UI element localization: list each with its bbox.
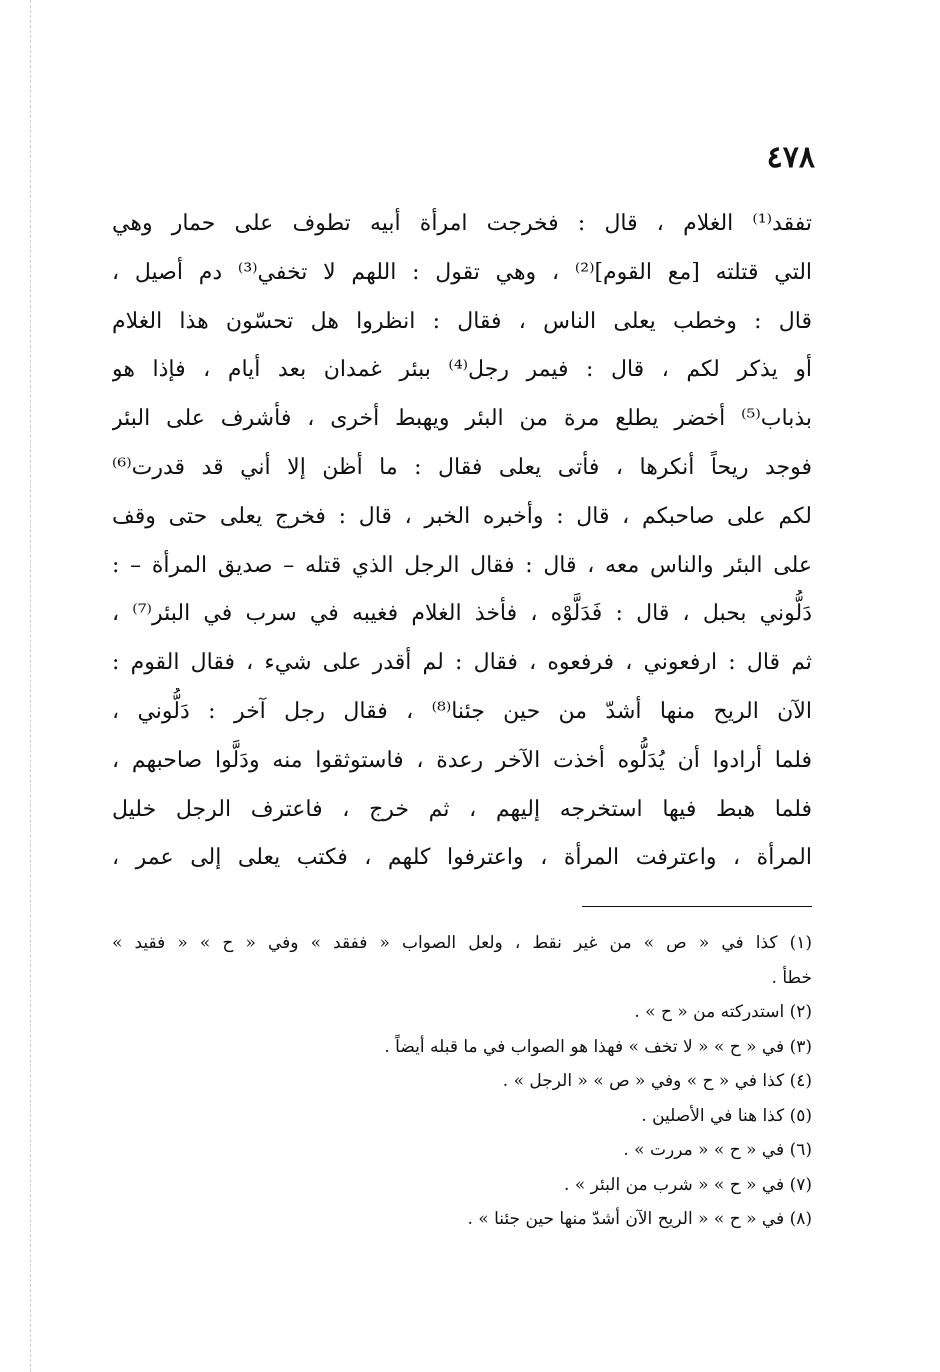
footnote-6: (٦) في « ح » « مررت » .: [623, 1140, 812, 1160]
body-line: التي قتلته [مع القوم]⁽²⁾ ، وهي تقول : اللهم لا تخفي⁽³⁾ دم أصيل ،: [112, 259, 812, 285]
footnote-8: (٨) في « ح » « الريح الآن أشدّ منها حين جئنا » .: [467, 1209, 812, 1229]
body-line: ثم قال : ارفعوني ، فرفعوه ، فقال : لم أقدر على شيء ، فقال القوم :: [112, 650, 812, 676]
main-text-block: [112, 200, 812, 883]
page-number: ٤٧٨: [766, 140, 815, 175]
footnote-5: (٥) كذا هنا في الأصلين .: [641, 1105, 812, 1126]
footnote-divider: [582, 906, 812, 907]
footnotes-block: [112, 926, 812, 1237]
footnote-2: (٢) استدركته من « ح » .: [634, 1002, 812, 1022]
footnote-1: (١) كذا في « ص » من غير نقط ، ولعل الصواب « ففقد » وفي « ح » « فقيد »: [112, 933, 812, 953]
body-line: فوجد ريحاً أنكرها ، فأتى يعلى فقال : ما أظن إلا أني قد قدرت⁽⁶⁾: [112, 454, 812, 480]
page-edge-line: [30, 0, 32, 1372]
body-line: لكم على صاحبكم ، قال : وأخبره الخبر ، قال : فخرج يعلى حتى وقف: [112, 503, 812, 529]
body-line: بذباب⁽⁵⁾ أخضر يطلع مرة من البئر ويهبط أخرى ، فأشرف على البئر: [112, 406, 812, 432]
footnote-4: (٤) كذا في « ح » وفي « ص » « الرجل » .: [502, 1071, 812, 1091]
body-line: على البئر والناس معه ، قال : فقال الرجل الذي قتله – صديق المرأة – :: [112, 552, 812, 578]
body-line: تفقد⁽¹⁾ الغلام ، قال : فخرجت امرأة أبيه تطوف على حمار وهي: [112, 211, 812, 236]
footnote-3: (٣) في « ح » « لا تخف » فهذا هو الصواب في ما قبله أيضاً .: [384, 1036, 812, 1057]
body-line: فلما هبط فيها استخرجه إليهم ، ثم خرج ، فاعترف الرجل خليل: [112, 796, 812, 822]
body-line: دَلُّوني بحبل ، قال : فَدَلَّوْه ، فأخذ الغلام فغيبه في سرب في البئر⁽⁷⁾ ،: [112, 601, 812, 627]
body-line: الآن الريح منها أشدّ من حين جئنا⁽⁸⁾ ، فقال رجل آخر : دَلُّوني ،: [112, 698, 812, 724]
footnote-1-continuation: خطأ .: [771, 967, 812, 988]
body-line: المرأة ، واعترفت المرأة ، واعترفوا كلهم ، فكتب يعلى إلى عمر ،: [112, 845, 812, 871]
body-line: قال : وخطب يعلى الناس ، فقال : انظروا هل تحسّون هذا الغلام: [112, 308, 812, 334]
footnote-7: (٧) في « ح » « شرب من البئر » .: [564, 1174, 812, 1195]
body-line: أو يذكر لكم ، قال : فيمر رجل⁽⁴⁾ ببئر غمدان بعد أيام ، فإذا هو: [112, 357, 812, 383]
body-line: فلما أرادوا أن يُدَلُّوه أخذت الآخر رعدة ، فاستوثقوا منه ودَلَّوا صاحبهم ،: [112, 747, 812, 773]
